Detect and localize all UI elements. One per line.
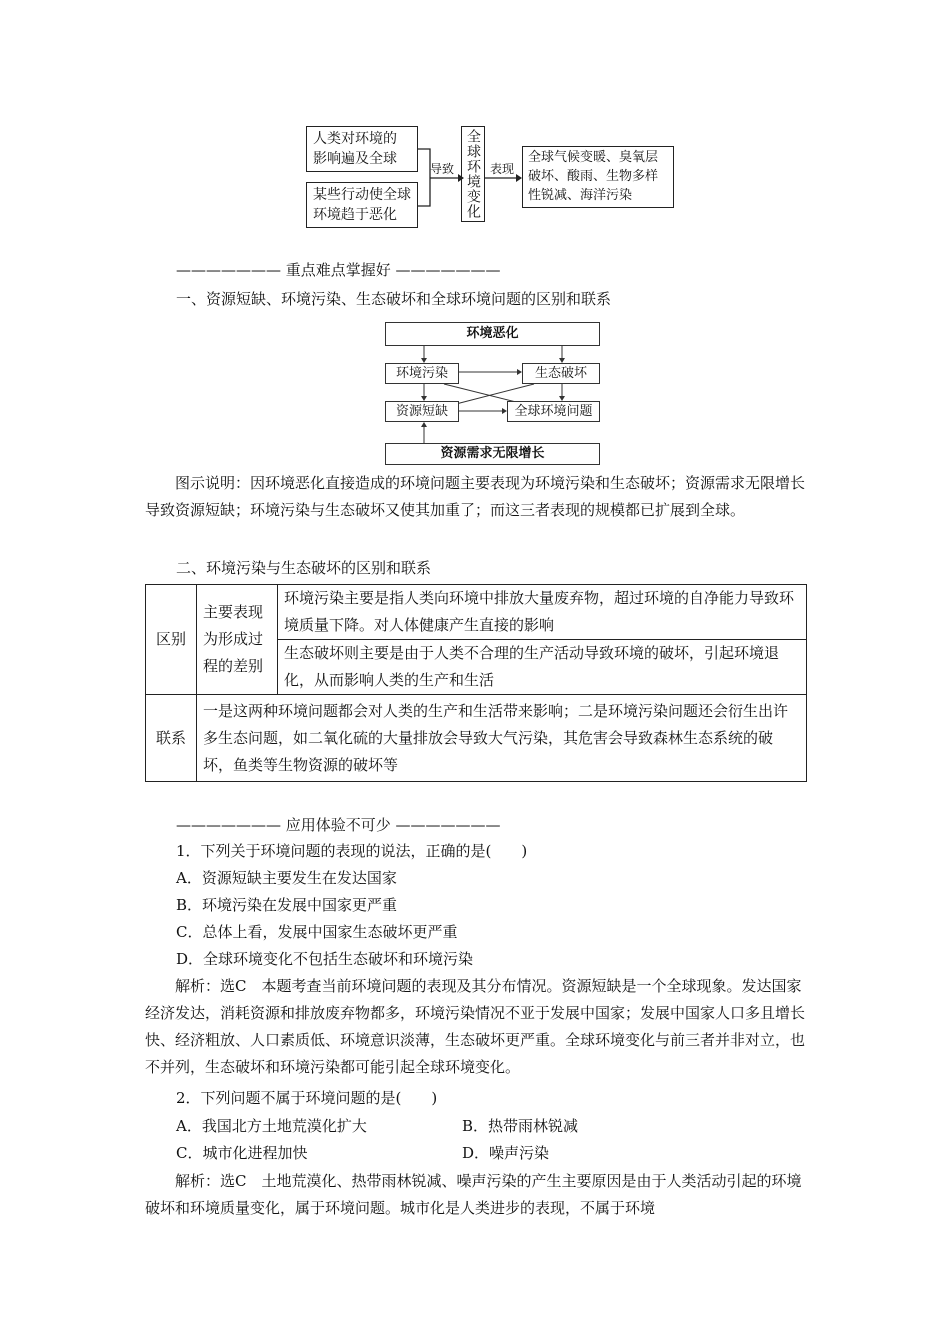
table-cell-eco-desc: 生态破坏则主要是由于人类不合理的生产活动导致环境的破坏，引起环境退化，从而影响人类的生产和生活 xyxy=(278,640,807,695)
table-row xyxy=(146,585,807,640)
question-2-analysis: 解析：选C 土地荒漠化、热带雨林锐减、噪声污染的产生主要原因是由于人类活动引起的环境破坏和环境质量变化，属于环境问题。城市化是人类进步的表现，不属于环境 xyxy=(145,1172,802,1217)
question-2-option-c: C．城市化进程加快 xyxy=(176,1144,308,1162)
flow2-box-eco-damage: 生态破坏 xyxy=(522,363,600,384)
diagram-explanation: 图示说明：因环境恶化直接造成的环境问题主要表现为环境污染和生态破坏；资源需求无限增长导致资源短缺；环境污染与生态破坏又使其加重了；而这三者表现的规模都已扩展到全球。 xyxy=(145,474,806,519)
flow2-box-env-deterioration: 环境恶化 xyxy=(385,322,600,346)
flow-box-manifestations xyxy=(522,146,674,208)
question-1-option-c: C．总体上看，发展中国家生态破坏更严重 xyxy=(176,923,458,941)
flow-box-line: 环境趋于恶化 xyxy=(313,207,397,223)
flow-box-line: 破坏、酸雨、生物多样 xyxy=(528,169,659,184)
flow-box-line: 性锐减、海洋污染 xyxy=(528,188,633,203)
table-cell-label: 联系 xyxy=(146,695,197,782)
question-2-option-d: D．噪声污染 xyxy=(462,1144,550,1162)
table-cell-pollution-desc: 环境污染主要是指人类向环境中排放大量废弃物，超过环境的自净能力导致环境质量下降。对人体健康产生直接的影响 xyxy=(278,585,807,640)
question-2-stem: 2．下列问题不属于环境问题的是( ) xyxy=(176,1089,438,1107)
table-row xyxy=(146,695,807,782)
question-1-option-a: A．资源短缺主要发生在发达国家 xyxy=(176,869,397,887)
flow-label-cause: 导致 xyxy=(430,162,455,176)
flow-box-vertical-text: 全球环境变化 xyxy=(465,129,481,219)
flow-box-human-impact xyxy=(306,126,418,172)
question-1-stem: 1．下列关于环境问题的表现的说法，正确的是( ) xyxy=(176,842,528,860)
question-1-option-d: D．全球环境变化不包括生态破坏和环境污染 xyxy=(176,950,474,968)
table-cell-label: 区别 xyxy=(146,585,197,695)
flow-box-line: 某些行动使全球 xyxy=(313,187,411,203)
comparison-table xyxy=(145,584,807,782)
table-cell-relation: 一是这两种环境问题都会对人类的生产和生活带来影响；二是环境污染问题还会衍生出许多生态问题，如二氧化硫的大量排放会导致大气污染，其危害会导致森林生态系统的破坏，鱼类等生物资源的破坏等 xyxy=(197,695,807,782)
flow-box-line: 全球气候变暖、臭氧层 xyxy=(528,150,659,165)
flow2-box-resource-demand: 资源需求无限增长 xyxy=(385,443,600,465)
table-cell-subcategory: 主要表现为形成过程的差别 xyxy=(197,585,278,695)
item-title-2: 二、环境污染与生态破坏的区别和联系 xyxy=(176,559,432,577)
flow-label-manifest: 表现 xyxy=(490,162,515,176)
item-title-1: 一、资源短缺、环境污染、生态破坏和全球环境问题的区别和联系 xyxy=(176,290,612,308)
flow-box-line: 影响遍及全球 xyxy=(313,151,397,167)
question-2-option-a: A．我国北方土地荒漠化扩大 xyxy=(176,1117,367,1135)
question-1-option-b: B．环境污染在发展中国家更严重 xyxy=(176,896,398,914)
flow-box-global-change xyxy=(461,126,485,222)
flow2-box-pollution: 环境污染 xyxy=(385,363,459,384)
section-heading-practice: ——————— 应用体验不可少 ——————— xyxy=(176,816,501,834)
section-heading-key-points: ——————— 重点难点掌握好 ——————— xyxy=(176,261,501,279)
question-2-option-b: B．热带雨林锐减 xyxy=(462,1117,579,1135)
flow-box-line: 人类对环境的 xyxy=(313,131,397,147)
flow-box-actions xyxy=(306,182,418,228)
flow2-box-resource-shortage: 资源短缺 xyxy=(385,401,459,422)
flow2-box-global-issues: 全球环境问题 xyxy=(507,401,600,422)
question-1-analysis: 解析：选C 本题考查当前环境问题的表现及其分布情况。资源短缺是一个全球现象。发达国家经济发达，消耗资源和排放废弃物都多，环境污染情况不亚于发展中国家；发展中国家人口多且增长快、经济粗放、人口素质低、环境意识淡薄，生态破坏更严重。全球环境变化与前三者并非对立，也不并列，生态破坏和环境污染都可能引起全球环境变化。 xyxy=(145,977,806,1076)
